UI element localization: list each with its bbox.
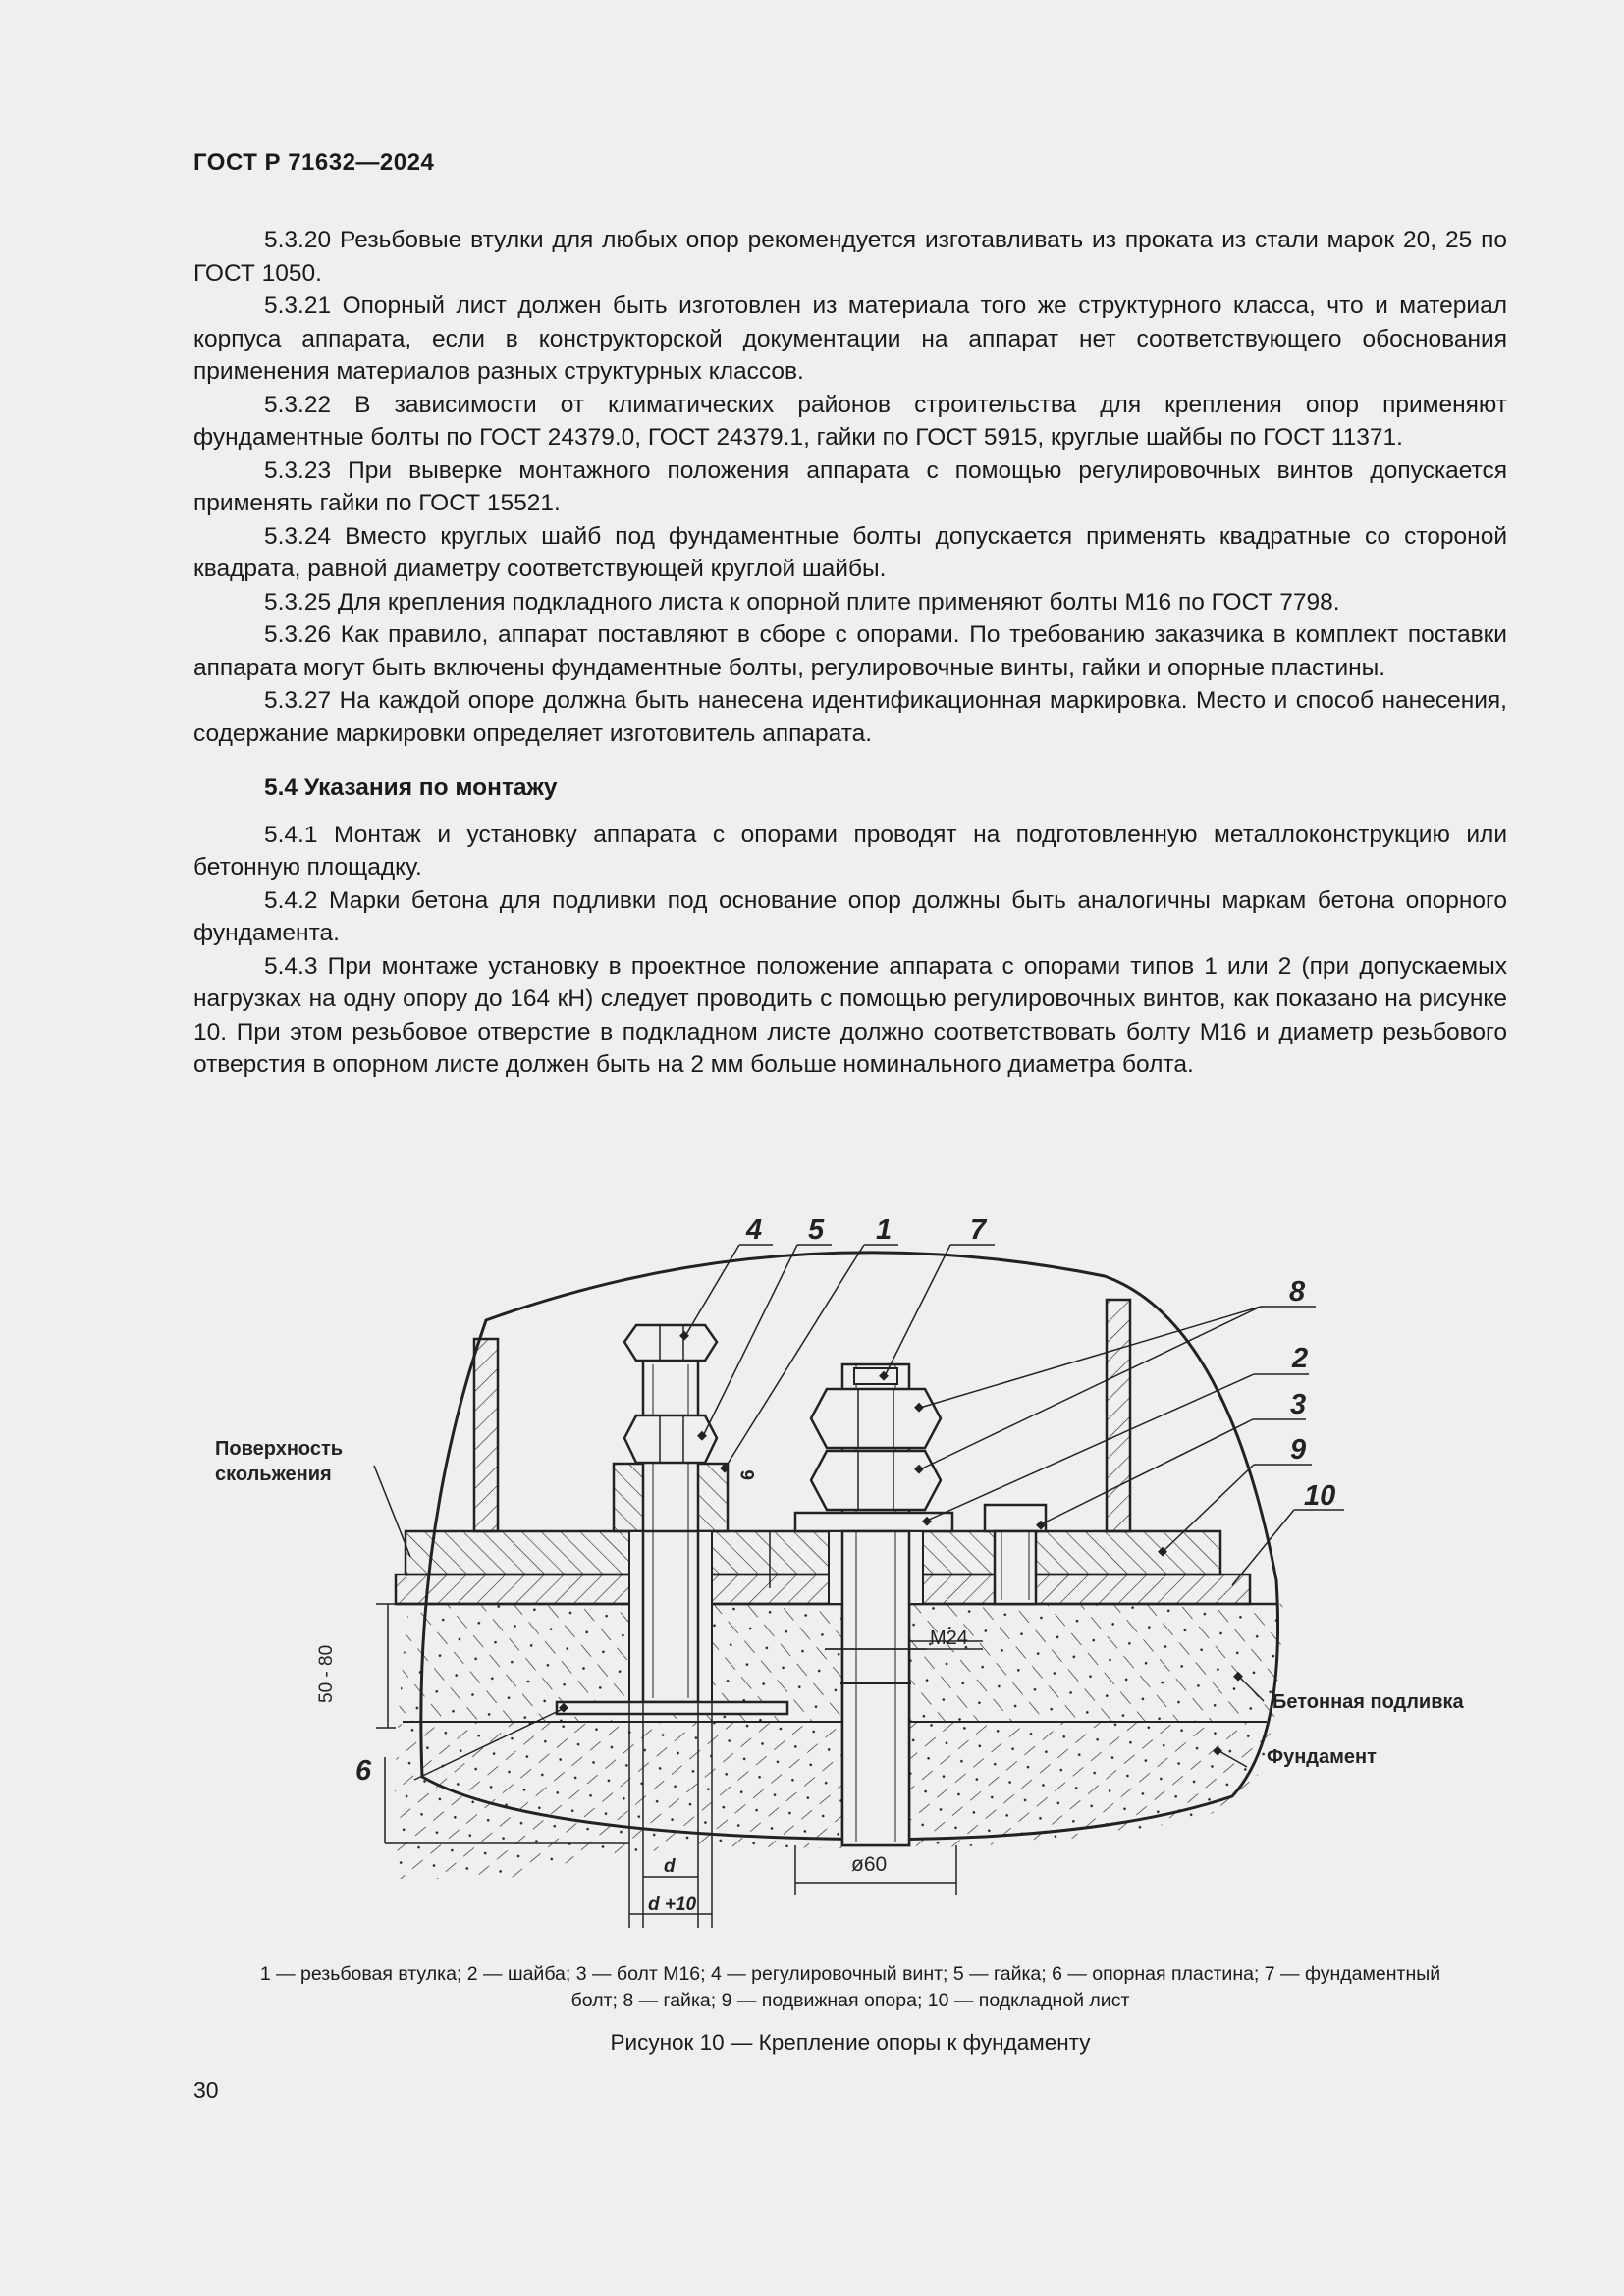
callout-7: 7 (970, 1214, 987, 1246)
callout-1: 1 (876, 1214, 893, 1246)
page-number: 30 (193, 2077, 219, 2103)
paragraph-5-3-22: 5.3.22 В зависимости от климатических районов строительства для крепления опор применяют фундаментные болты по ГОСТ 24379.0, ГОСТ 24379.1, гайки по ГОСТ 5915, круглые шайбы по ГОСТ 11371. (193, 391, 1507, 451)
section-heading-5-4: 5.4 Указания по монтажу (264, 774, 558, 801)
dim-height: 50 - 80 (316, 1644, 337, 1703)
label-foundation: Фундамент (1267, 1746, 1377, 1768)
callout-8: 8 (1289, 1276, 1306, 1308)
movable-support-plate (406, 1531, 1220, 1575)
dim-phi60: ø60 (851, 1853, 888, 1876)
figure-legend (193, 1961, 1507, 2014)
callout-4: 4 (746, 1214, 763, 1246)
dim-d10: d +10 (648, 1895, 697, 1915)
figure-caption: Рисунок 10 — Крепление опоры к фундаменту (610, 2030, 1091, 2055)
dim-gap: 6 (738, 1469, 759, 1480)
concrete-pour-layer (295, 1604, 1296, 1722)
dim-thread: М24 (930, 1628, 968, 1649)
body-text (193, 224, 1507, 1082)
paragraph-5-3-24: 5.3.24 Вместо круглых шайб под фундаментные болты допускается применять квадратные со стороной квадрата, равной диаметру соответствующей круглой шайбы. (193, 522, 1507, 582)
callout-2: 2 (1292, 1343, 1309, 1374)
callout-9: 9 (1290, 1434, 1307, 1466)
callout-10: 10 (1304, 1480, 1336, 1512)
callout-3: 3 (1290, 1389, 1307, 1420)
dim-d: d (664, 1856, 676, 1877)
paragraph-5-3-26: 5.3.26 Как правило, аппарат поставляют в сборе с опорами. По требованию заказчика в комплект поставки аппарата могут быть включены фундаментные болты, регулировочные винты, гайки и опорные пластины. (193, 621, 1507, 681)
paragraph-5-3-27: 5.3.27 На каждой опоре должна быть нанесена идентификационная маркировка. Место и способ нанесения, содержание маркировки определяет изготовитель аппарата. (193, 687, 1507, 747)
callout-5: 5 (808, 1214, 825, 1246)
base-plate (396, 1575, 1250, 1604)
legend-line-2: болт; 8 — гайка; 9 — подвижная опора; 10 — подкладной лист (570, 1990, 1130, 2011)
paragraph-5-3-20: 5.3.20 Резьбовые втулки для любых опор рекомендуется изготавливать из проката из стали марок 20, 25 по ГОСТ 1050. (193, 227, 1507, 287)
paragraph-5-4-3: 5.4.3 При монтаже установку в проектное положение аппарата с опорами типов 1 или 2 (при допускаемых нагрузках на одну опору до 164 кН) следует проводить с помощью регулировочных винтов, как показано на рисунке 10. При этом резьбовое отверстие в подкладном листе должно соответствовать болту М16 и диаметр резьбового отверстия в опорном листе должен быть на 2 мм больше номинального диаметра болта. (193, 952, 1507, 1078)
label-concrete-pour: Бетонная подливка (1272, 1691, 1464, 1713)
label-surface-2: скольжения (215, 1464, 332, 1485)
paragraph-5-3-21: 5.3.21 Опорный лист должен быть изготовлен из материала того же структурного класса, что и материал корпуса аппарата, если в конструкторской документации на аппарат нет соответствующего обоснования применения материалов разных структурных классов. (193, 293, 1507, 385)
paragraph-5-4-2: 5.4.2 Марки бетона для подливки под основание опор должны быть аналогичны маркам бетона опорного фундамента. (193, 886, 1507, 946)
legend-line-1: 1 — резьбовая втулка; 2 — шайба; 3 — болт М16; 4 — регулировочный винт; 5 — гайка; 6 — опорная пластина; 7 — фундаментный (259, 1963, 1441, 1985)
paragraph-5-4-1: 5.4.1 Монтаж и установку аппарата с опорами проводят на подготовленную металлоконструкцию или бетонную площадку. (193, 821, 1507, 881)
paragraph-5-3-23: 5.3.23 При выверке монтажного положения аппарата с помощью регулировочных винтов допускается применять гайки по ГОСТ 15521. (193, 456, 1507, 516)
callout-6: 6 (355, 1755, 372, 1787)
label-surface-1: Поверхность (215, 1438, 344, 1460)
figure-10-drawing (177, 1198, 1464, 1983)
document-header: ГОСТ Р 71632—2024 (193, 149, 435, 176)
support-plate (557, 1702, 787, 1714)
paragraph-5-3-25: 5.3.25 Для крепления подкладного листа к опорной плите применяют болты М16 по ГОСТ 7798. (264, 588, 1340, 615)
